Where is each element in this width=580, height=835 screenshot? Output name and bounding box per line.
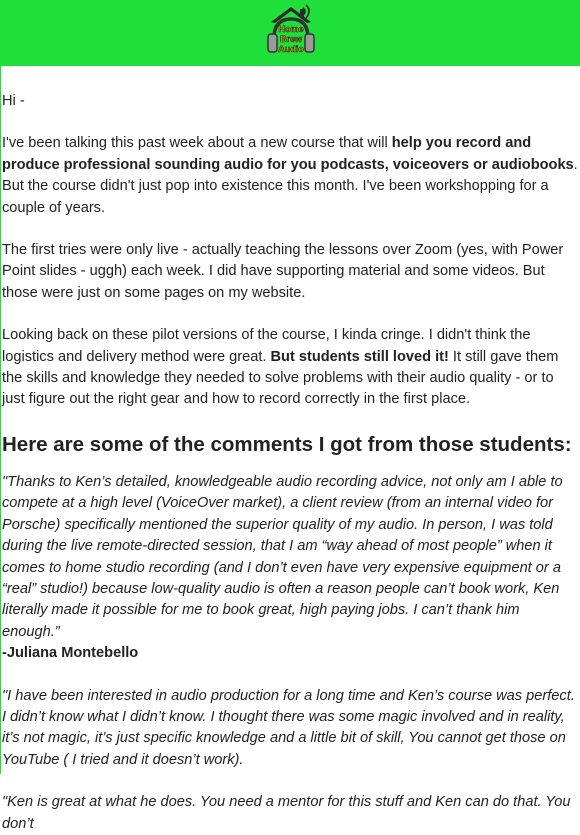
testimonial-author: -Juliana Montebello bbox=[2, 645, 139, 662]
testimonials-heading: Here are some of the comments I got from those students: bbox=[2, 432, 572, 456]
logo-word-brew: Brew bbox=[279, 34, 302, 44]
reflection-paragraph: Looking back on these pilot versions of the course, I kinda cringe. I didn't think the logistics and delivery method were great. But students still loved it! It still gave them the skills and knowledge they needed to solve problems with their audio quality - or to just figure out the right gear and how to record correctly in the first place. bbox=[2, 327, 559, 408]
header-banner bbox=[1, 0, 580, 66]
logo-word-audio: Audio bbox=[277, 44, 304, 54]
intro-paragraph: I've been talking this past week about a new course that will help you record and produce professional sounding audio for you podcasts, voiceovers or audiobooks. But the course didn't just pop into existence this month. I've been workshopping for a couple of years. bbox=[2, 135, 578, 216]
email-body bbox=[1, 91, 580, 835]
testimonial-quote: "Thanks to Ken’s detailed, knowledgeable audio recording advice, not only am I able to compete at a high level (VoiceOver market), a client review (from an internal video for Porsche) specifically mentioned the superior quality of my audio. In person, I was told during the live remote-directed session, that I am “way ahead of most people” when it comes to home studio recording (and I don’t even have very expensive equipment or a “real” studio!) because low-quality audio is often a reason people can’t book work, Ken literally made it possible for me to book great, high paying jobs. I can’t thank him enough.” -Juliana Montebello bbox=[2, 473, 563, 662]
students-loved-it-highlight: But students still loved it! bbox=[270, 348, 449, 365]
history-paragraph: The first tries were only live - actually teaching the lessons over Zoom (yes, with Power Point slides - uggh) each week. I did have supporting material and some videos. But those were just on some pages on my website. bbox=[2, 242, 564, 301]
testimonial-quote: "I have been interested in audio production for a long time and Ken’s course was perfect. I didn’t know what I didn’t know. I thought there was some magic involved and in reality, it’s not magic, it’s just specific knowledge and a little bit of skill, You cannot get those on YouTube ( I tried and it doesn’t work). bbox=[2, 687, 575, 768]
greeting: Hi - bbox=[2, 93, 25, 109]
course-benefit-highlight: help you record and produce professional sounding audio for you podcasts, voiceovers or audiobooks bbox=[2, 135, 574, 173]
home-brew-audio-logo[interactable] bbox=[265, 2, 317, 60]
logo-word-home: Home bbox=[277, 24, 304, 34]
testimonial-quote: "Ken is great at what he does. You need a mentor for this stuff and Ken can do that. You don’t bbox=[2, 794, 571, 832]
